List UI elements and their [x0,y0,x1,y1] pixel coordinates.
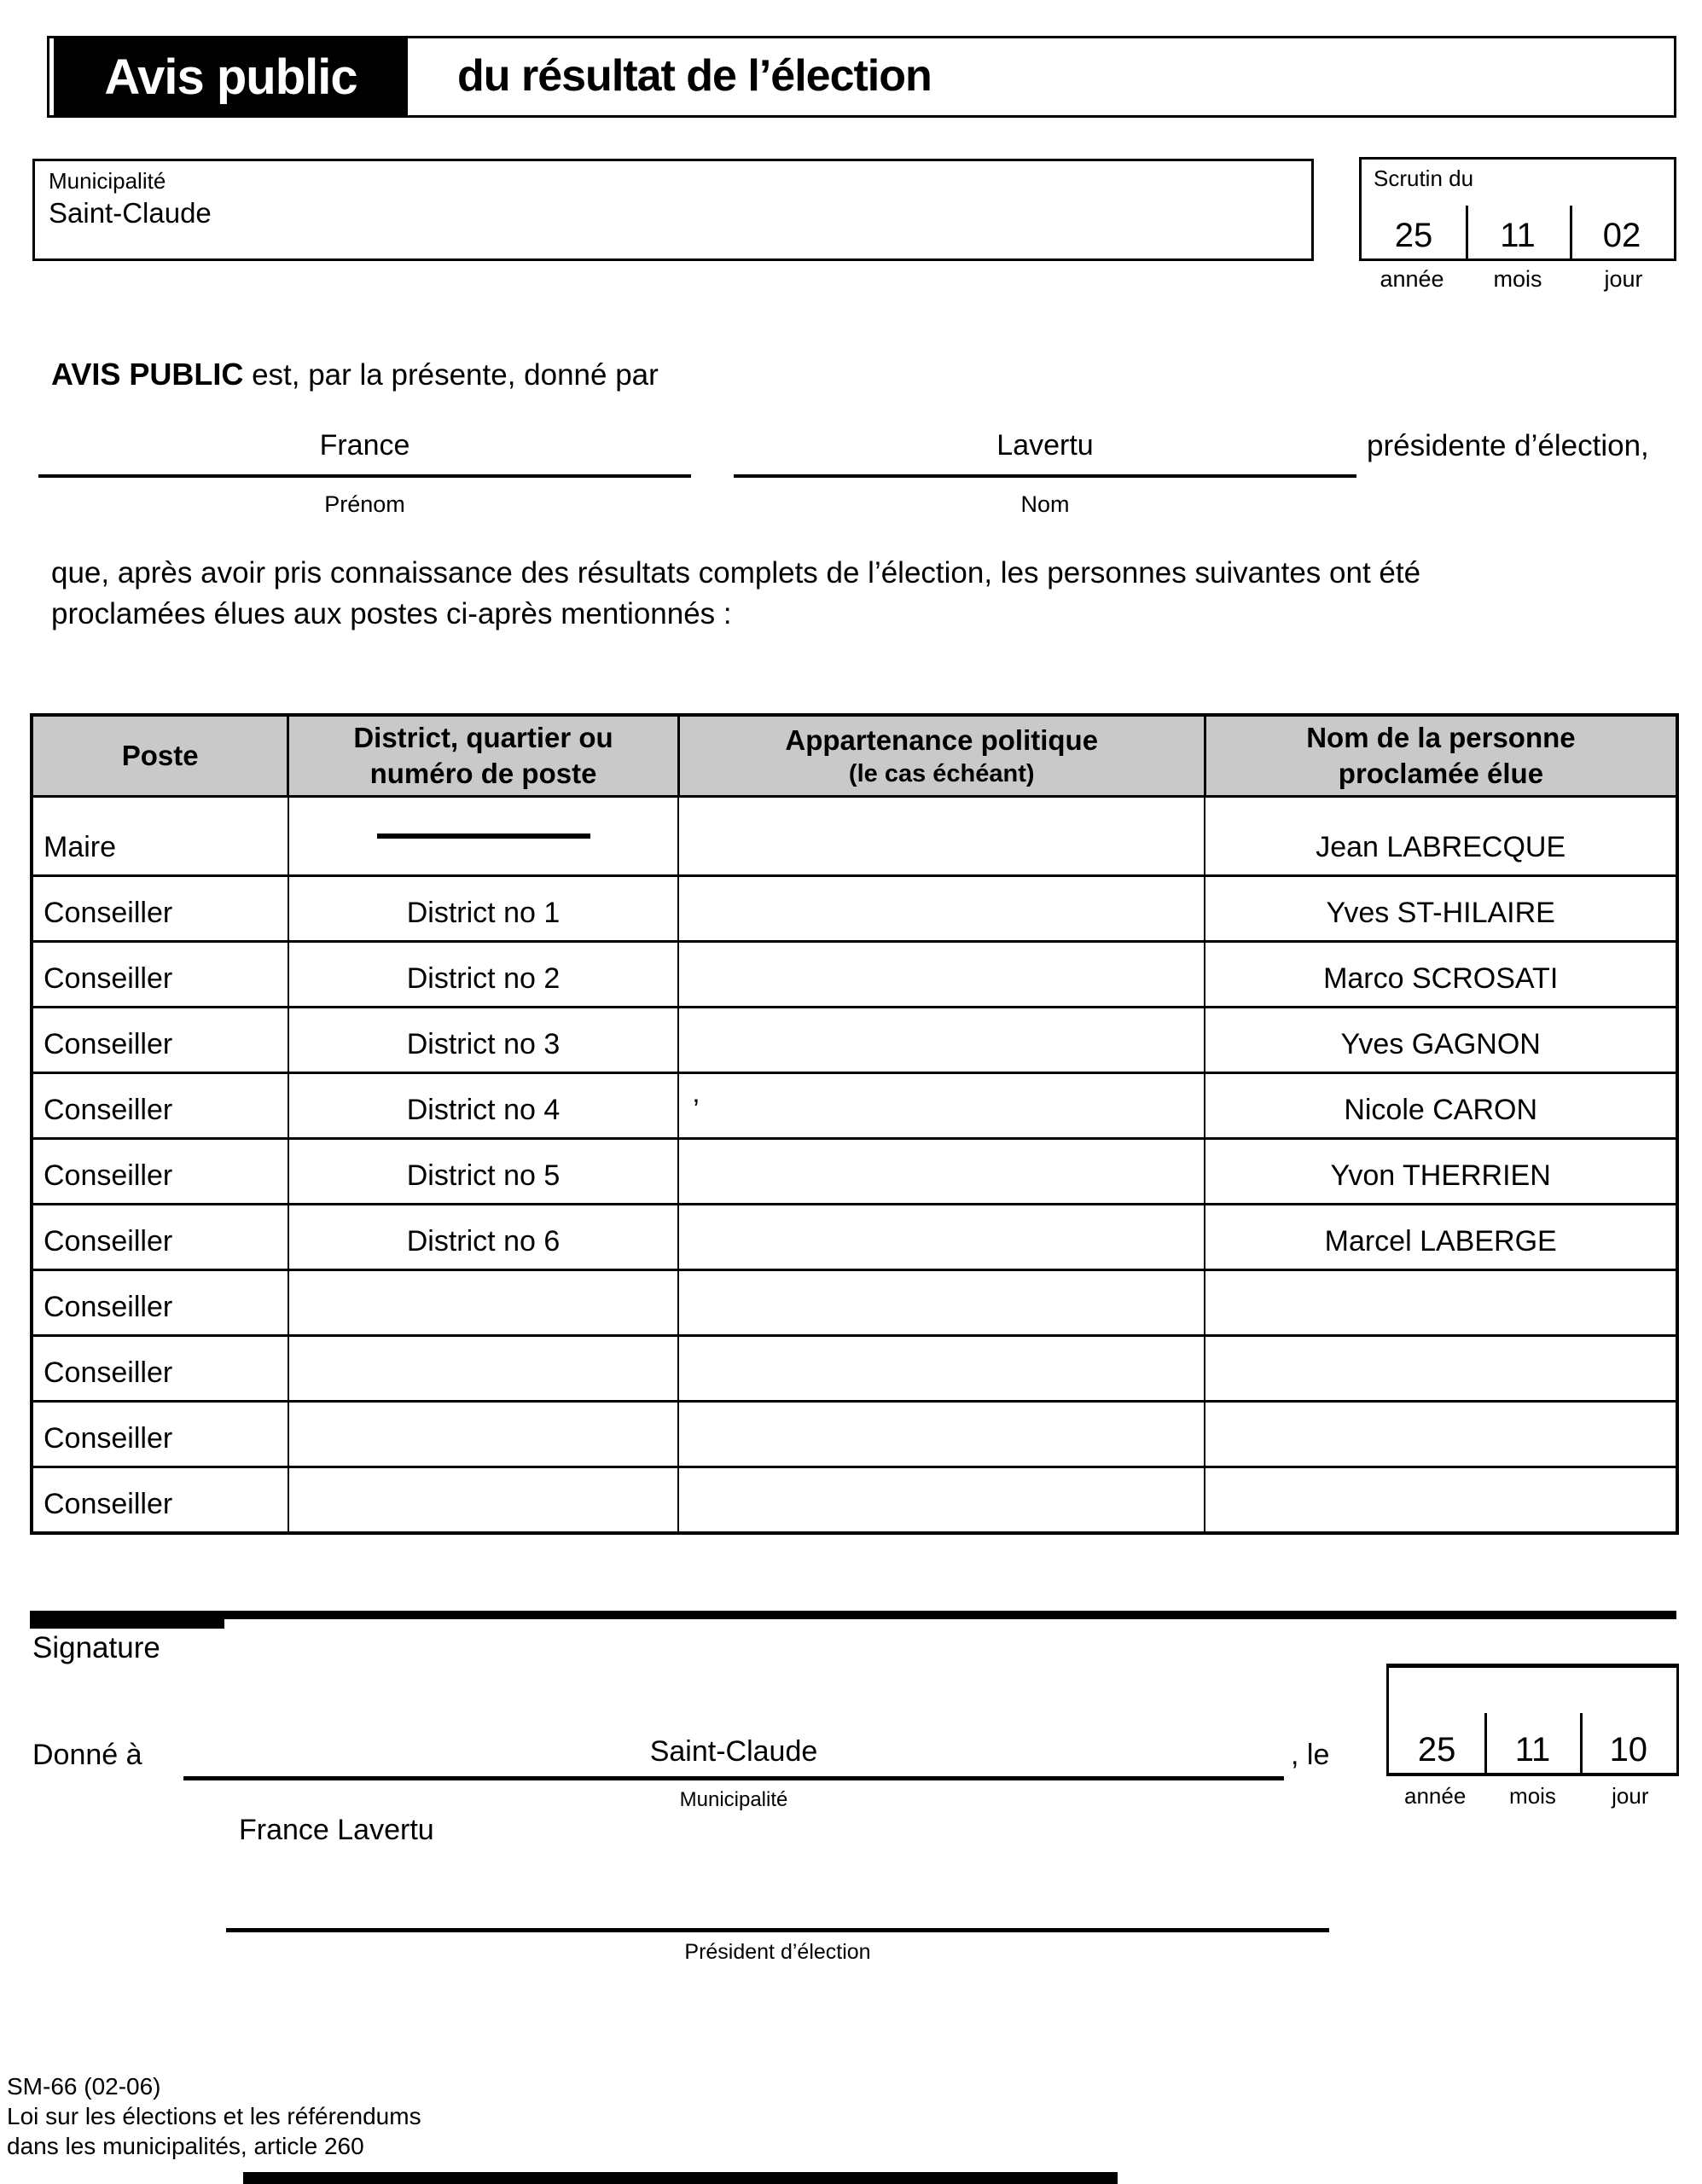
cell-district [288,1467,678,1533]
table-row [32,797,1677,876]
table-row [32,1336,1677,1402]
cell-district [288,1402,678,1467]
first-name-underline [38,474,691,478]
cell-nom: Jean LABRECQUE [1205,797,1677,876]
cell-nom [1205,1467,1677,1533]
column-header: Appartenance politique (le cas échéant) [678,715,1205,797]
table-row [32,1205,1677,1270]
body-paragraph [51,553,1682,635]
scrutin-date-box [1359,157,1676,261]
last-name-underline [734,474,1356,478]
cell-district [288,1336,678,1402]
month-label: mois [1509,1783,1556,1809]
cell-appartenance [678,1336,1205,1402]
cell-nom [1205,1402,1677,1467]
form-title-badge [54,38,408,115]
cell-poste: Conseiller [32,1270,288,1336]
results-table [30,713,1679,1535]
given-date-labels [1386,1783,1679,1809]
given-at-municipality-label: Municipalité [679,1788,788,1811]
cell-appartenance: ’ [678,1073,1205,1139]
first-name-field: France [319,429,410,462]
day-label: jour [1612,1783,1649,1809]
cell-poste: Conseiller [32,1139,288,1205]
cell-poste: Conseiller [32,876,288,942]
cell-appartenance [678,797,1205,876]
law-reference-line: Loi sur les élections et les référendums [7,2103,421,2129]
table-row [32,1467,1677,1533]
cell-appartenance [678,1205,1205,1270]
cell-district: District no 2 [288,942,678,1008]
day-label: jour [1604,266,1643,292]
given-at-underline [183,1776,1284,1780]
form-title-right: du résultat de l’élection [457,50,932,101]
table-row [32,1008,1677,1073]
cell-appartenance [678,1270,1205,1336]
bottom-scan-bar [243,2172,1118,2184]
signature-underline [226,1928,1329,1932]
form-code: SM-66 (02-06) [7,2073,161,2100]
column-header: Poste [32,715,288,797]
intro-rest: est, par la présente, donné par [243,358,659,392]
results-table-head-row [32,715,1677,797]
form-title-left: Avis public [104,49,357,105]
cell-poste: Conseiller [32,942,288,1008]
cell-nom [1205,1336,1677,1402]
cell-nom: Nicole CARON [1205,1073,1677,1139]
scrutin-day-field: 02 [1602,217,1641,254]
le-label: , le [1291,1739,1330,1771]
table-row [32,876,1677,942]
cell-appartenance [678,942,1205,1008]
dash-mark [377,834,590,839]
cell-poste: Maire [32,797,288,876]
cell-district: District no 6 [288,1205,678,1270]
cell-poste: Conseiller [32,1402,288,1467]
cell-appartenance [678,1008,1205,1073]
cell-district [288,1270,678,1336]
scrutin-date-labels [1359,266,1676,293]
cell-nom: Marcel LABERGE [1205,1205,1677,1270]
last-name-field: Lavertu [996,429,1094,462]
cell-nom: Marco SCROSATI [1205,942,1677,1008]
intro-bold: AVIS PUBLIC [51,357,244,392]
cell-poste: Conseiller [32,1205,288,1270]
cell-nom: Yvon THERRIEN [1205,1139,1677,1205]
president-role-text: présidente d’élection, [1367,429,1649,462]
table-row [32,1139,1677,1205]
paragraph-line: que, après avoir pris connaissance des résultats complets de l’élection, les personnes suivantes ont été [51,556,1421,590]
cell-appartenance [678,1402,1205,1467]
cell-district [288,797,678,876]
municipality-field: Saint-Claude [49,197,212,229]
signature-section-bar [30,1611,1676,1619]
scrutin-year-field: 25 [1394,217,1433,254]
column-header: District, quartier ou numéro de poste [288,715,678,797]
table-row [32,942,1677,1008]
given-date-box [1386,1664,1679,1776]
cell-poste: Conseiller [32,1467,288,1533]
signature-section-label: Signature [32,1631,160,1664]
cell-appartenance [678,1139,1205,1205]
year-label: année [1404,1783,1467,1809]
signatory-name: France Lavertu [239,1814,434,1846]
cell-appartenance [678,876,1205,942]
first-name-label: Prénom [324,491,405,517]
form-header [47,36,1676,118]
column-header: Nom de la personne proclamée élue [1205,715,1677,797]
cell-appartenance [678,1467,1205,1533]
year-label: année [1380,266,1444,292]
municipality-label: Municipalité [49,168,166,194]
month-label: mois [1493,266,1542,292]
law-reference-line: dans les municipalités, article 260 [7,2133,364,2159]
form-footer [7,2071,421,2161]
given-day-field: 10 [1609,1731,1648,1769]
given-month-field: 11 [1514,1731,1551,1769]
cell-poste: Conseiller [32,1336,288,1402]
table-row [32,1270,1677,1336]
cell-district: District no 3 [288,1008,678,1073]
cell-nom: Yves ST-HILAIRE [1205,876,1677,942]
table-row [32,1402,1677,1467]
intro-sentence [51,357,659,392]
signatory-title-label: Président d’élection [684,1940,871,1964]
cell-nom: Yves GAGNON [1205,1008,1677,1073]
cell-district: District no 5 [288,1139,678,1205]
scrutin-label: Scrutin du [1374,166,1474,191]
table-row [32,1073,1677,1139]
municipality-box [32,159,1314,261]
cell-poste: Conseiller [32,1073,288,1139]
given-at-municipality-field: Saint-Claude [649,1735,818,1768]
cell-poste: Conseiller [32,1008,288,1073]
cell-nom [1205,1270,1677,1336]
signature-section-bar-accent [30,1611,224,1629]
cell-district: District no 4 [288,1073,678,1139]
cell-district: District no 1 [288,876,678,942]
last-name-label: Nom [1020,491,1070,517]
results-table-body [32,797,1677,1533]
given-at-label: Donné à [32,1739,142,1771]
paragraph-line: proclamées élues aux postes ci-après mentionnés : [51,597,732,630]
scrutin-month-field: 11 [1500,217,1536,254]
given-year-field: 25 [1417,1731,1456,1769]
